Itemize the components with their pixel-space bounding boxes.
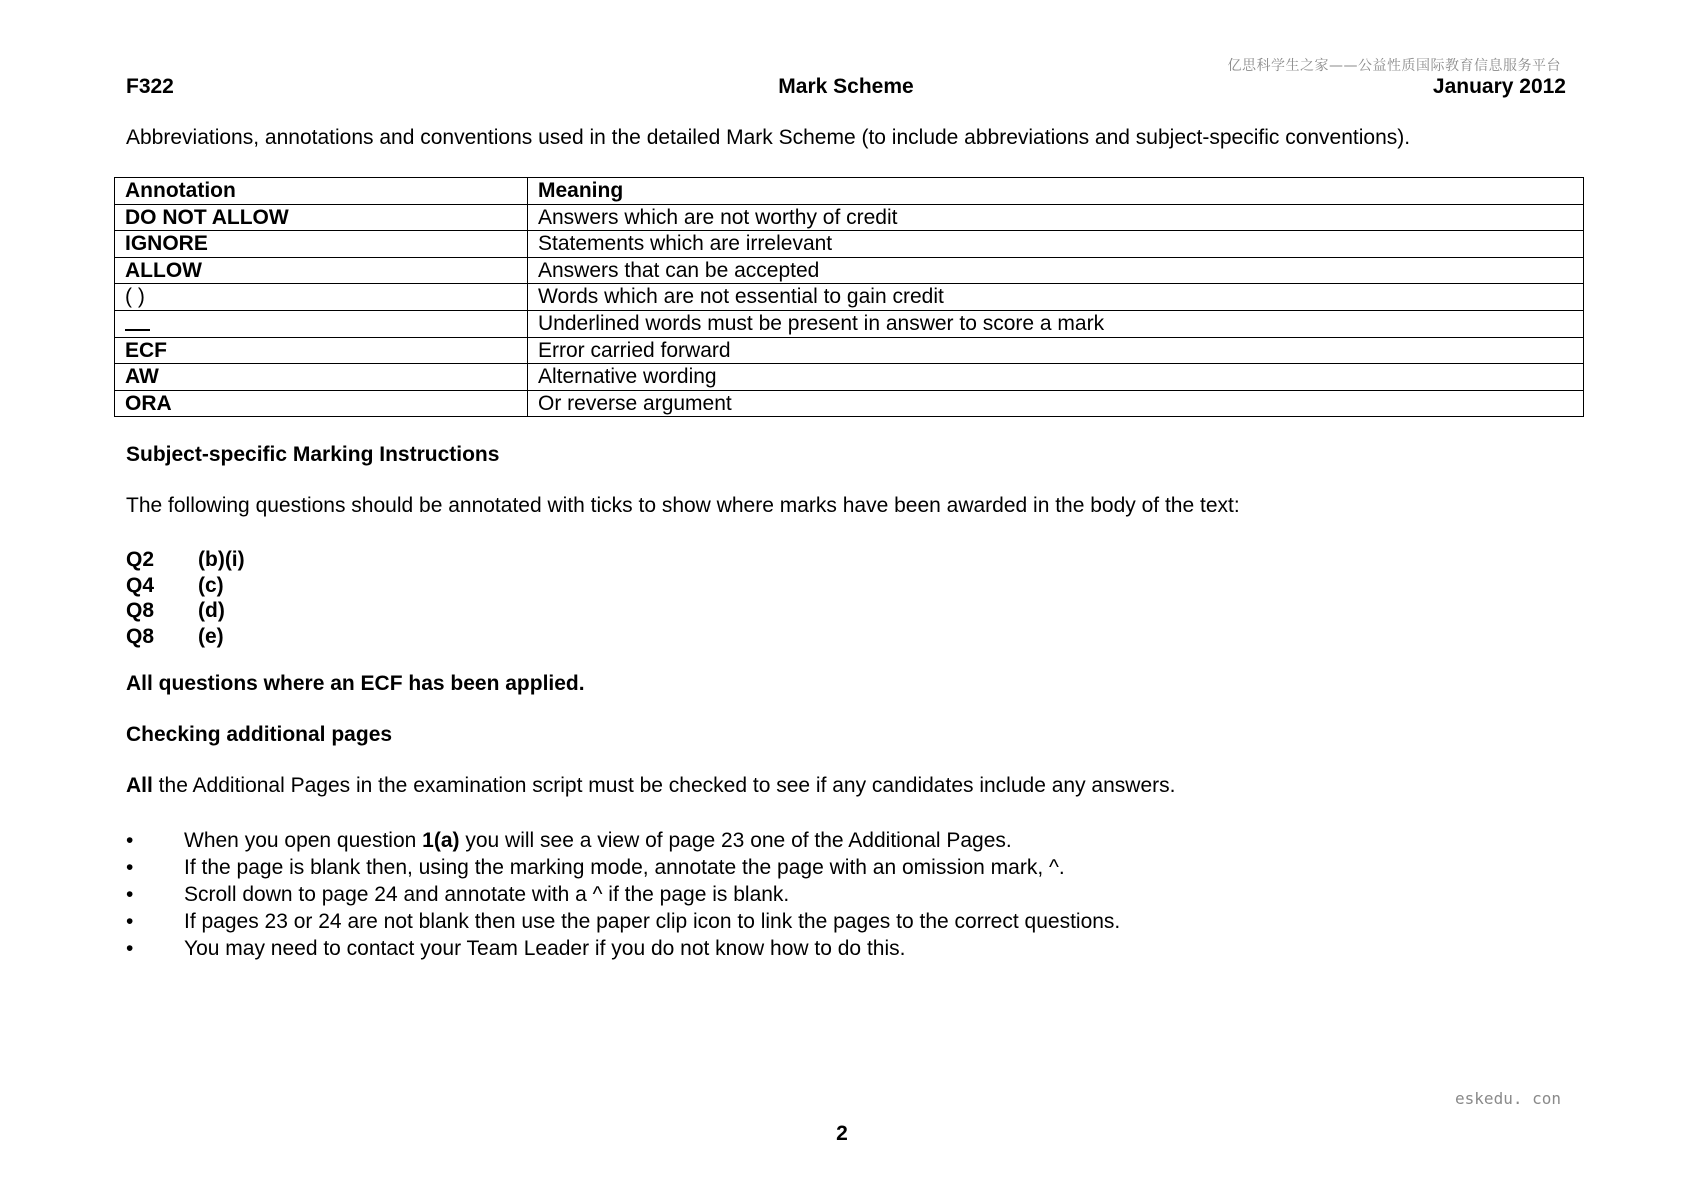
page-header [126, 75, 1566, 103]
bullet-icon: • [126, 910, 134, 933]
table-row [115, 257, 1584, 284]
column-header-annotation: Annotation [115, 178, 528, 205]
list-item [126, 882, 1120, 909]
meaning-cell: Words which are not essential to gain credit [528, 284, 1584, 311]
intro-text: Abbreviations, annotations and conventions used in the detailed Mark Scheme (to include abbreviations and subject-specific conventions). [126, 126, 1411, 149]
bullet-icon: • [126, 937, 134, 960]
bullet-text: If pages 23 or 24 are not blank then use the paper clip icon to link the pages to the correct questions. [184, 910, 1121, 933]
ecf-note: All questions where an ECF has been applied. [126, 672, 585, 695]
watermark-bottom: eskedu. con [1455, 1089, 1561, 1108]
list-item [126, 855, 1120, 882]
list-item [126, 936, 1120, 963]
checking-paragraph [126, 774, 1175, 798]
meaning-cell: Answers that can be accepted [528, 257, 1584, 284]
annotation-cell: IGNORE [115, 231, 528, 258]
table-row [115, 204, 1584, 231]
bullet-icon: • [126, 883, 134, 906]
ticks-instruction: The following questions should be annotated with ticks to show where marks have been awarded in the body of the text: [126, 494, 1240, 517]
instruction-bullets [126, 828, 1120, 963]
bullet-icon: • [126, 856, 134, 879]
question-number: Q4 [126, 573, 155, 597]
question-part: (d) [198, 599, 225, 622]
table-row [115, 231, 1584, 258]
bullet-bold: 1(a) [422, 829, 460, 852]
bullet-text: you will see a view of page 23 one of the Additional Pages. [459, 829, 1012, 852]
annotation-table [114, 177, 1584, 417]
bullet-text: When you open question [184, 829, 423, 852]
annotation-cell [115, 310, 528, 337]
meaning-cell: Or reverse argument [528, 390, 1584, 417]
bullet-icon: • [126, 829, 134, 852]
bullet-text: Scroll down to page 24 and annotate with a ^ if the page is blank. [184, 883, 790, 906]
watermark-top: 亿思科学生之家——公益性质国际教育信息服务平台 [1227, 58, 1561, 74]
underline-symbol [125, 311, 150, 331]
table-row [115, 337, 1584, 364]
table-header-row [115, 178, 1584, 205]
exam-date: January 2012 [1432, 75, 1566, 98]
table-row [115, 364, 1584, 391]
list-item [126, 573, 245, 599]
annotation-cell: ECF [115, 337, 528, 364]
bullet-text: You may need to contact your Team Leader if you do not know how to do this. [184, 937, 906, 960]
table-row [115, 310, 1584, 337]
paper-code: F322 [126, 75, 174, 98]
annotation-cell: ORA [115, 390, 528, 417]
checking-bold: All [126, 774, 153, 797]
meaning-cell: Statements which are irrelevant [528, 231, 1584, 258]
bullet-text: If the page is blank then, using the marking mode, annotate the page with an omission mark, ^. [184, 856, 1065, 879]
list-item [126, 828, 1120, 855]
page-number: 2 [836, 1122, 848, 1145]
annotation-cell: ALLOW [115, 257, 528, 284]
subject-specific-heading: Subject-specific Marking Instructions [126, 443, 500, 466]
list-item [126, 909, 1120, 936]
question-number: Q8 [126, 624, 155, 648]
question-part: (b)(i) [198, 548, 245, 571]
checking-text: the Additional Pages in the examination script must be checked to see if any candidates include any answers. [152, 774, 1176, 797]
meaning-cell: Underlined words must be present in answer to score a mark [528, 310, 1584, 337]
checking-heading: Checking additional pages [126, 723, 393, 746]
column-header-meaning: Meaning [528, 178, 1584, 205]
meaning-cell: Alternative wording [528, 364, 1584, 391]
annotation-cell: ( ) [115, 284, 528, 311]
list-item [126, 598, 245, 624]
list-item [126, 624, 245, 650]
list-item [126, 547, 245, 573]
question-part: (c) [198, 573, 224, 597]
meaning-cell: Error carried forward [528, 337, 1584, 364]
table-row [115, 284, 1584, 311]
annotation-cell: AW [115, 364, 528, 391]
meaning-cell: Answers which are not worthy of credit [528, 204, 1584, 231]
question-number: Q2 [126, 548, 155, 571]
question-part: (e) [198, 624, 224, 648]
question-number: Q8 [126, 599, 155, 622]
annotation-cell: DO NOT ALLOW [115, 204, 528, 231]
question-list [126, 547, 245, 649]
table-row [115, 390, 1584, 417]
document-title: Mark Scheme [778, 75, 914, 98]
